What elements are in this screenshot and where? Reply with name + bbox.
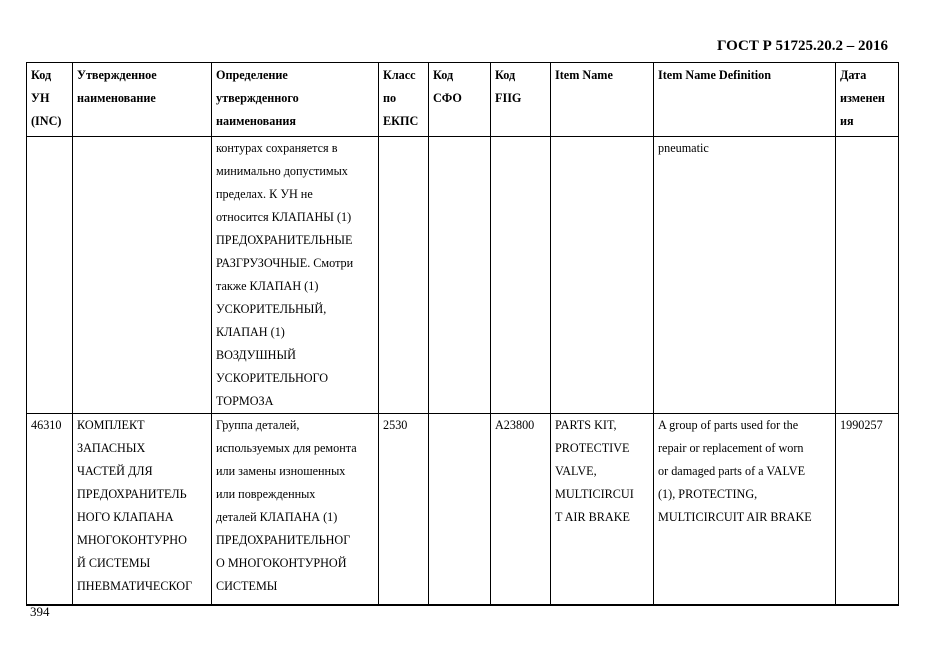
cell-sfo-code bbox=[429, 414, 491, 606]
cell-name-definition: Группа деталей, используемых для ремонта или замены изношенных или поврежденных деталей КЛАПАНА (1) ПРЕДОХРАНИТЕЛЬНОГ О МНОГОКОНТУРНОЙ СИСТЕМЫ bbox=[212, 414, 379, 606]
item-names-table bbox=[26, 62, 899, 606]
cell-change-date: 1990257 bbox=[836, 414, 899, 606]
cell-item-name: PARTS KIT, PROTECTIVE VALVE, MULTICIRCUI T AIR BRAKE bbox=[551, 414, 654, 606]
cell-sfo-code bbox=[429, 137, 491, 414]
header-name-definition: Определение утвержденного наименования bbox=[212, 63, 379, 137]
header-item-name-definition: Item Name Definition bbox=[654, 63, 836, 137]
table-row bbox=[27, 137, 899, 414]
cell-ekps-class: 2530 bbox=[379, 414, 429, 606]
header-ekps-class: Класс по ЕКПС bbox=[379, 63, 429, 137]
header-item-name: Item Name bbox=[551, 63, 654, 137]
cell-change-date bbox=[836, 137, 899, 414]
cell-item-name-definition: pneumatic bbox=[654, 137, 836, 414]
header-sfo-code: Код СФО bbox=[429, 63, 491, 137]
cell-ekps-class bbox=[379, 137, 429, 414]
cell-inc-code: 46310 bbox=[27, 414, 73, 606]
header-inc-code: Код УН (INC) bbox=[27, 63, 73, 137]
cell-fiig-code: A23800 bbox=[491, 414, 551, 606]
cell-inc-code bbox=[27, 137, 73, 414]
table-header-row bbox=[27, 63, 899, 137]
cell-approved-name bbox=[73, 137, 212, 414]
header-approved-name: Утвержденное наименование bbox=[73, 63, 212, 137]
table-row bbox=[27, 414, 899, 606]
header-fiig-code: Код FIIG bbox=[491, 63, 551, 137]
document-standard-header: ГОСТ Р 51725.20.2 – 2016 bbox=[716, 38, 888, 54]
page-number: 394 bbox=[30, 604, 50, 619]
cell-item-name-definition: A group of parts used for the repair or replacement of worn or damaged parts of a VALVE (1), PROTECTING, MULTICIRCUIT AIR BRAKE bbox=[654, 414, 836, 606]
cell-item-name bbox=[551, 137, 654, 414]
cell-approved-name: КОМПЛЕКТ ЗАПАСНЫХ ЧАСТЕЙ ДЛЯ ПРЕДОХРАНИТЕЛЬ НОГО КЛАПАНА МНОГОКОНТУРНО Й СИСТЕМЫ ПНЕВМАТИЧЕСКОГ bbox=[73, 414, 212, 606]
header-change-date: Дата изменен ия bbox=[836, 63, 899, 137]
cell-name-definition: контурах сохраняется в минимально допустимых пределах. К УН не относится КЛАПАНЫ (1) ПРЕДОХРАНИТЕЛЬНЫЕ РАЗГРУЗОЧНЫЕ. Смотри также КЛАПАН (1) УСКОРИТЕЛЬНЫЙ, КЛАПАН (1) ВОЗДУШНЫЙ УСКОРИТЕЛЬНОГО ТОРМОЗА bbox=[212, 137, 379, 414]
cell-fiig-code bbox=[491, 137, 551, 414]
